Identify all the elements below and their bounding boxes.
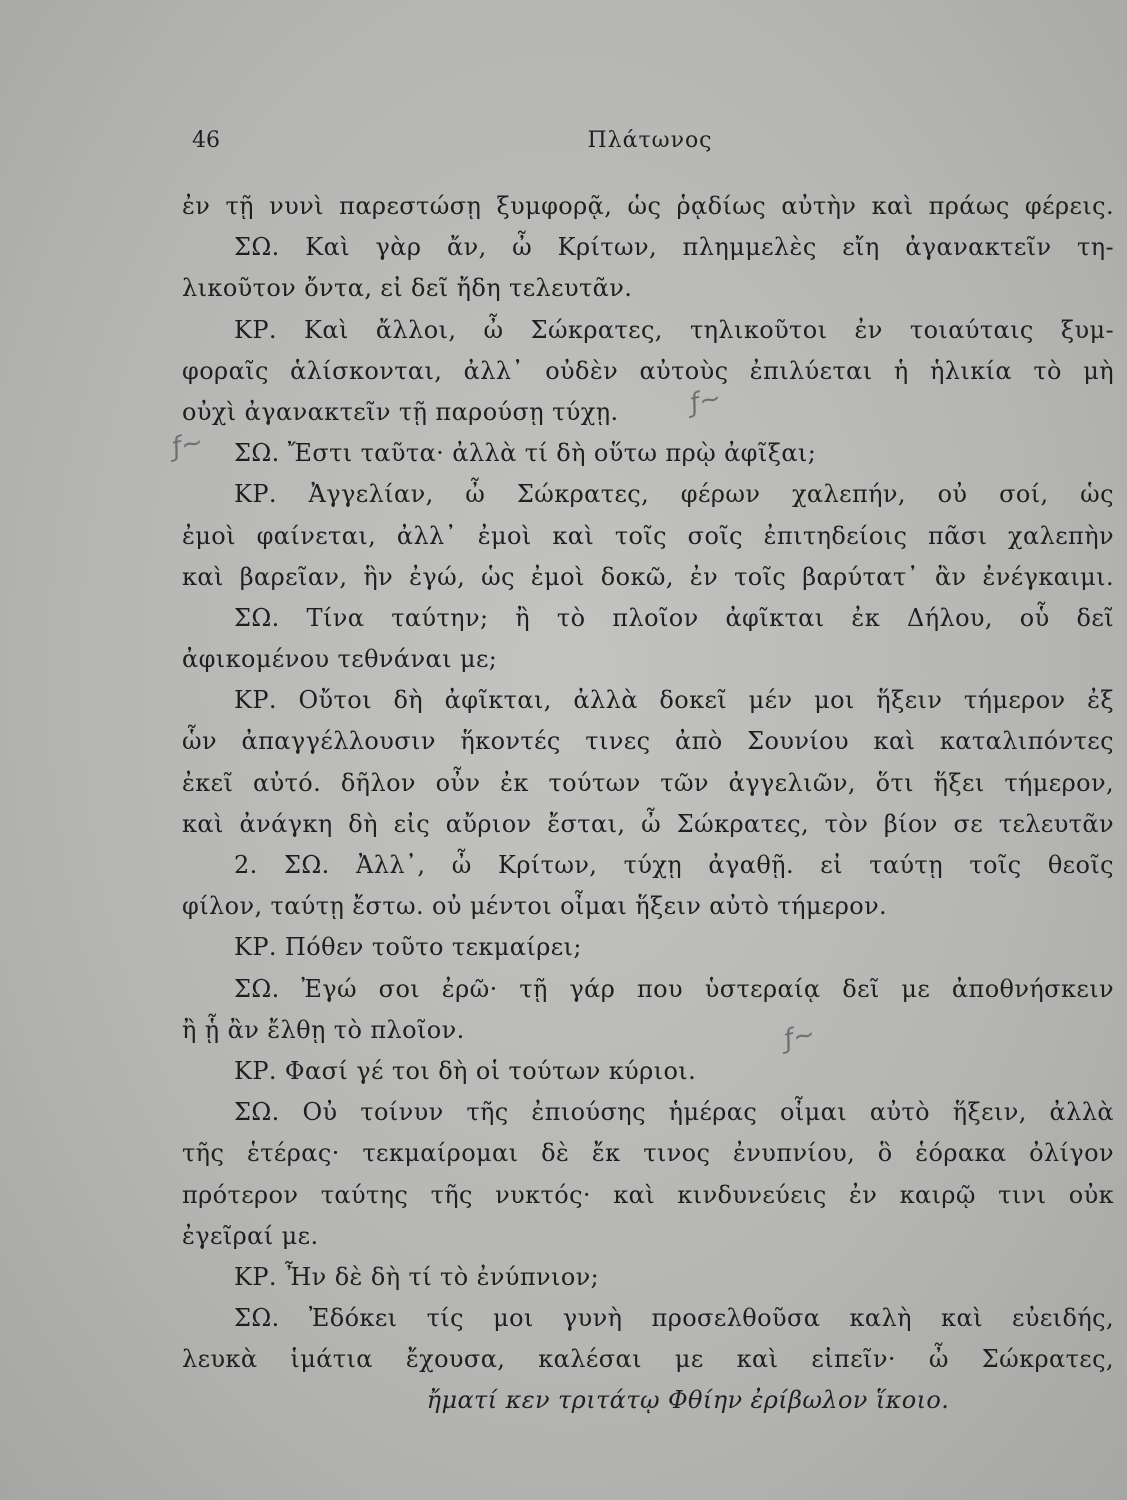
- text-line: ἀφικομένου τεθνάναι με;: [182, 645, 498, 674]
- text-line: καὶ ἀνάγκη δὴ εἰς αὔριον ἔσται, ὦ Σώκρατες, τὸν βίον σε τελευτᾶν: [182, 809, 1114, 838]
- page-number: 46: [192, 128, 220, 153]
- text-line: ΚΡ. Ἀγγελίαν, ὦ Σώκρατες, φέρων χαλεπήν, οὐ σοί, ὡς: [234, 480, 1114, 509]
- text-line: ΚΡ. Φασί γέ τοι δὴ οἱ τούτων κύριοι.: [234, 1056, 697, 1085]
- text-line: ΚΡ. Καὶ ἄλλοι, ὦ Σώκρατες, τηλικοῦτοι ἐν τοιαύταις ξυμ-: [234, 315, 1114, 344]
- text-line: λικοῦτον ὄντα, εἰ δεῖ ἤδη τελευτᾶν.: [182, 274, 633, 303]
- text-line: ΚΡ. Οὔτοι δὴ ἀφῖκται, ἀλλὰ δοκεῖ μέν μοι ἥξειν τήμερον ἐξ: [234, 686, 1114, 715]
- text-line: ΣΩ. Οὐ τοίνυν τῆς ἐπιούσης ἡμέρας οἶμαι αὐτὸ ἥξειν, ἀλλὰ: [234, 1098, 1114, 1127]
- text-line: ΣΩ. Ἔστι ταῦτα· ἀλλὰ τί δὴ οὕτω πρῲ ἀφῖξαι;: [234, 439, 817, 468]
- text-line: ἐν τῇ νυνὶ παρεστώσῃ ξυμφορᾷ, ὡς ῥᾳδίως αὐτὴν καὶ πράως φέρεις.: [182, 192, 1114, 220]
- text-line: πρότερον ταύτης τῆς νυκτός· καὶ κινδυνεύεις ἐν καιρῷ τινι οὐκ: [182, 1180, 1114, 1209]
- text-line: ΣΩ. Τίνα ταύτην; ἢ τὸ πλοῖον ἀφῖκται ἐκ Δήλου, οὗ δεῖ: [234, 603, 1114, 632]
- running-title: Πλάτωνος: [587, 128, 713, 153]
- text-line: ΣΩ. Καὶ γὰρ ἄν, ὦ Κρίτων, πλημμελὲς εἴη ἀγανακτεῖν τη-: [234, 233, 1114, 262]
- text-line: 2. ΣΩ. Ἀλλ᾽, ὦ Κρίτων, τύχῃ ἀγαθῇ. εἰ ταύτῃ τοῖς θεοῖς: [234, 851, 1114, 879]
- text-line: ἐκεῖ αὐτό. δῆλον οὖν ἐκ τούτων τῶν ἀγγελιῶν, ὅτι ἥξει τήμερον,: [182, 768, 1114, 797]
- text-line: φοραῖς ἁλίσκονται, ἀλλ᾽ οὐδὲν αὐτοὺς ἐπιλύεται ἡ ἡλικία τὸ μὴ: [182, 356, 1114, 385]
- text-line: ΣΩ. Ἐγώ σοι ἐρῶ· τῇ γάρ που ὑστεραίᾳ δεῖ με ἀποθνήσκειν: [234, 974, 1114, 1003]
- text-line: καὶ βαρεῖαν, ἣν ἐγώ, ὡς ἐμοὶ δοκῶ, ἐν τοῖς βαρύτατ᾽ ἂν ἐνέγκαιμι.: [182, 562, 1114, 591]
- text-line: ἐγεῖραί με.: [182, 1221, 319, 1250]
- pencil-mark-icon: ƒ~: [781, 1019, 818, 1055]
- text-line: φίλον, ταύτῃ ἔστω. οὐ μέντοι οἶμαι ἥξειν αὐτὸ τήμερον.: [182, 892, 888, 921]
- text-line: τῆς ἑτέρας· τεκμαίρομαι δὲ ἔκ τινος ἐνυπνίου, ὃ ἑόρακα ὀλίγον: [182, 1139, 1114, 1168]
- text-line: ἢ ᾗ ἂν ἔλθῃ τὸ πλοῖον.: [182, 1015, 465, 1044]
- text-line: ἐμοὶ φαίνεται, ἀλλ᾽ ἐμοὶ καὶ τοῖς σοῖς ἐπιτηδείοις πᾶσι χαλεπὴν: [182, 521, 1114, 550]
- verse-line: ἤματί κεν τριτάτῳ Φθίην ἐρίβωλον ἵκοιο.: [426, 1386, 950, 1415]
- pencil-mark-icon: ƒ~: [169, 427, 206, 463]
- text-line: ΚΡ. Πόθεν τοῦτο τεκμαίρει;: [234, 933, 582, 962]
- text-line: ΚΡ. Ἦν δὲ δὴ τί τὸ ἐνύπνιον;: [234, 1262, 600, 1291]
- text-line: ΣΩ. Ἐδόκει τίς μοι γυνὴ προσελθοῦσα καλὴ καὶ εὐειδής,: [234, 1304, 1114, 1333]
- text-line: λευκὰ ἱμάτια ἔχουσα, καλέσαι με καὶ εἰπεῖν· ὦ Σώκρατες,: [182, 1345, 1114, 1374]
- page-header: [192, 128, 1108, 162]
- text-line: ὧν ἀπαγγέλλουσιν ἥκοντές τινες ἀπὸ Σουνίου καὶ καταλιπόντες: [182, 727, 1114, 756]
- text-line: οὐχὶ ἀγανακτεῖν τῇ παρούσῃ τύχῃ.: [182, 397, 619, 426]
- pencil-mark-icon: ƒ~: [687, 383, 724, 419]
- main-text: [182, 186, 1114, 1422]
